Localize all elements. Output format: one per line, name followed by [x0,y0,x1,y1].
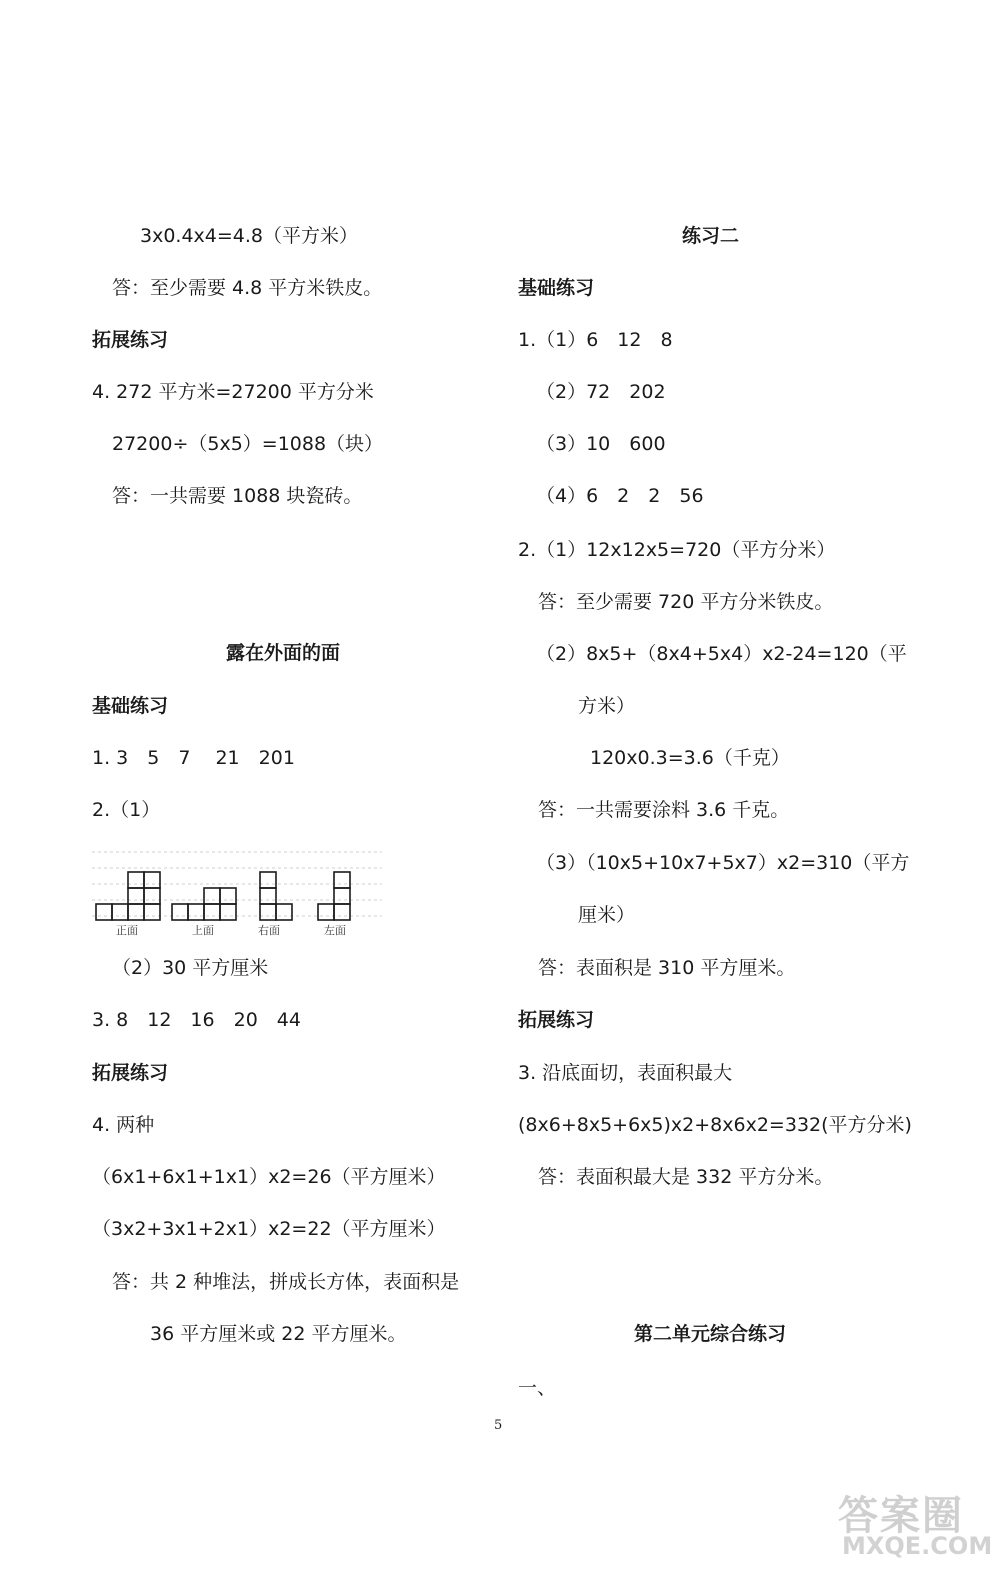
page-number: 5 [494,1418,503,1433]
left-heading-extend-2: 拓展练习 [92,1062,169,1084]
left-line-7: 1. 3 5 7 21 201 [92,747,295,769]
right-view [260,872,292,920]
left-line-10: 3. 8 12 16 20 44 [92,1009,301,1031]
left-line-13: （3x2+3x1+2x1）x2=22（平方厘米） [92,1218,446,1240]
right-line-17: 一、 [518,1377,557,1399]
right-line-4: （4）6 2 2 56 [536,485,704,507]
left-answer-2: 答：一共需要 1088 块瓷砖。 [112,485,363,507]
right-answer-2: 答：一共需要涂料 3.6 千克。 [538,799,790,821]
right-line-7: （2）8x5+（8x4+5x4）x2-24=120（平 [536,643,907,665]
grid-lines [92,852,382,916]
left-heading-extend-1: 拓展练习 [92,329,169,351]
right-section-title: 练习二 [682,225,740,247]
right-answer-3: 答：表面积是 310 平方厘米。 [538,957,796,979]
top-view [172,888,236,920]
right-line-15: (8x6+8x5+6x5)x2+8x6x2=332(平方分米) [518,1114,912,1136]
left-line-1: 3x0.4x4=4.8（平方米） [140,225,359,247]
right-line-14: 3. 沿底面切，表面积最大 [518,1062,733,1084]
left-answer-3-cont: 36 平方厘米或 22 平方厘米。 [150,1323,407,1345]
left-line-8: 2.（1） [92,799,161,821]
left-heading-basic: 基础练习 [92,695,169,717]
left-answer-1: 答：至少需要 4.8 平方米铁皮。 [112,277,383,299]
watermark-logo [820,1480,993,1560]
right-line-12: 厘米） [578,904,636,926]
cube-views-svg [92,846,382,936]
right-answer-1: 答：至少需要 720 平方分米铁皮。 [538,591,834,613]
right-line-11: （3）（10x5+10x7+5x7）x2=310（平方 [536,852,910,874]
right-line-9: 120x0.3=3.6（千克） [590,747,790,769]
front-view [96,872,160,920]
right-line-1: 1.（1）6 12 8 [518,329,673,351]
cube-views-figure [92,846,382,936]
right-line-8: 方米） [578,695,636,717]
left-line-4: 4. 272 平方米=27200 平方分米 [92,381,374,403]
right-heading-extend: 拓展练习 [518,1009,595,1031]
left-line-9: （2）30 平方厘米 [112,957,269,979]
watermark-logo-text: 答案圈 [838,1493,964,1539]
left-line-12: （6x1+6x1+1x1）x2=26（平方厘米） [92,1166,446,1188]
label-right: 右面 [258,924,280,936]
right-answer-4: 答：表面积最大是 332 平方分米。 [538,1166,834,1188]
label-front: 正面 [116,924,138,936]
right-unit-title: 第二单元综合练习 [634,1323,787,1345]
watermark-url: MXQE.COM [842,1532,993,1560]
left-view [318,872,350,920]
label-top: 上面 [192,924,214,936]
left-section-title: 露在外面的面 [226,642,341,664]
label-left: 左面 [324,924,346,936]
left-line-5: 27200÷（5x5）=1088（块） [112,433,384,455]
left-line-11: 4. 两种 [92,1114,155,1136]
right-line-2: （2）72 202 [536,381,666,403]
right-heading-basic: 基础练习 [518,277,595,299]
left-answer-3: 答：共 2 种堆法，拼成长方体，表面积是 [112,1271,460,1293]
right-line-5: 2.（1）12x12x5=720（平方分米） [518,539,836,561]
right-line-3: （3）10 600 [536,433,666,455]
